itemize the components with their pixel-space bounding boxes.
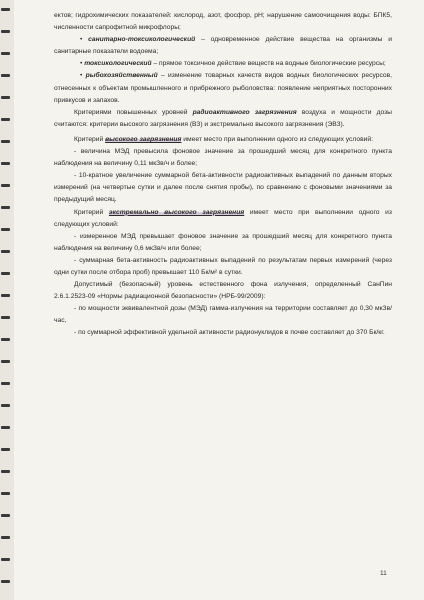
paragraph-condition-2: - 10-кратное увеличение суммарной бета-активности радиоактивных выпадений по данным вторых измерений (на четвертые сутки и далее после снятия пробы), по сравнению с фоновыми значениями за предыдущий месяц. (54, 172, 392, 204)
term-extreme-pollution: экстремально высокого загрязнения (108, 208, 245, 216)
paragraph-text: Критерий (74, 135, 106, 143)
binding-ring (1, 272, 10, 275)
paragraph-condition-3: - измеренное МЭД превышает фоновое значение за прошедший месяц для конкретного пункта наблюдения на величину 0,6 мкЗв/ч или более; (54, 232, 392, 252)
paragraph-text: Критерий (74, 208, 109, 216)
document-body (54, 10, 392, 340)
binding-ring (1, 514, 10, 517)
binding-ring (1, 492, 10, 495)
term-fishery: рыбохозяйственный (85, 72, 158, 80)
paragraph-dose-rate: - по мощности эквивалентной дозы (МЭД) гамма-излучения на территории составляет до 0,30 мкЗв/час, (54, 305, 392, 325)
page-number: 11 (380, 570, 387, 577)
paragraph-soil-activity: - по суммарной эффективной удельной активности радионуклидов в почве составляет до 370 Бк/кг. (74, 329, 385, 337)
binding-ring (1, 580, 10, 583)
binding-strip (0, 0, 14, 600)
binding-ring (1, 470, 10, 473)
binding-ring (1, 206, 10, 209)
binding-ring (1, 558, 10, 561)
term-sanitary-toxicological: санитарно-токсикологический (88, 36, 196, 44)
binding-ring (1, 360, 10, 363)
binding-ring (1, 338, 10, 341)
binding-ring (1, 140, 10, 143)
term-toxicological: токсикологический (84, 60, 152, 68)
binding-ring (1, 294, 10, 297)
binding-ring (1, 316, 10, 319)
binding-ring (1, 118, 10, 121)
term-radioactive-pollution: радиоактивного загрязнения (192, 108, 297, 116)
paragraph-text: имеет место при выполнении одного из следующих условий: (181, 135, 373, 143)
paragraph-text: воздуха и мощности дозы считаются: критерии высокого загрязнения (ВЗ) и экстремально высокого загрязнения (ЭВЗ). (54, 108, 392, 128)
paragraph-text: – прямое токсичное действие веществ на водные биологические ресурсы; (151, 60, 386, 68)
binding-ring (1, 536, 10, 539)
term-high-pollution: высокого загрязнения (105, 135, 182, 143)
paragraph-hydrochemical: ектов; гидрохимических показателей: кислород, азот, фосфор, pH; нарушение самоочищения воды: БПК5, численности сапрофитной микрофлоры; (54, 12, 392, 32)
paragraph-background-level: Допустимый (безопасный) уровень естественного фона излучения, определенный СанПин 2.6.1.2523-09 «Нормы радиационной безопасности» (НРБ-99/2009): (54, 281, 392, 301)
paragraph-text: – одновременное действие вещества на организмы и санитарные показатели водоема; (54, 36, 392, 56)
paragraph-condition-1: - величина МЭД превысила фоновое значение за прошедший месяц для конкретного пункта наблюдения на величину 0,11 мкЗв/ч и более; (54, 148, 392, 168)
binding-ring (1, 30, 10, 33)
binding-ring (1, 162, 10, 165)
binding-ring (1, 404, 10, 407)
binding-ring (1, 8, 10, 11)
paragraph-criteria (54, 107, 392, 131)
paragraph-high-pollution (54, 134, 392, 146)
binding-ring (1, 448, 10, 451)
binding-ring (1, 96, 10, 99)
binding-ring (1, 184, 10, 187)
binding-ring (1, 52, 10, 55)
paragraph-condition-4: - суммарная бета-активность радиоактивных выпадений по результатам первых измерений (через одни сутки после отбора проб) превышает 110 Бк/м² в сутки. (54, 256, 392, 276)
paragraph-sanitary-toxicological: • санитарно-токсикологический – одновременное действие вещества на организмы и санитарные показатели водоема; (54, 36, 392, 56)
paragraph-text: – изменение товарных качеств видов водных биологических ресурсов, отнесенных к объектам промышленного и прибрежного рыболовства: появление неприятных посторонних привкусов и запахов. (54, 72, 392, 104)
paragraph-toxicological: • токсикологический – прямое токсичное действие веществ на водные биологические ресурсы; (80, 60, 386, 68)
paragraph-fishery: • рыбохозяйственный – изменение товарных качеств видов водных биологических ресурсов, отнесенных к объектам промышленного и прибрежного рыболовства: появление неприятных посторонних привкусов и запахов. (54, 72, 392, 104)
binding-ring (1, 426, 10, 429)
binding-ring (1, 382, 10, 385)
binding-ring (1, 228, 10, 231)
binding-ring (1, 250, 10, 253)
paragraph-text: Критериями повышенных уровней (74, 108, 193, 116)
paragraph-text: имеет место при выполнении одного из следующих условий: (54, 208, 392, 228)
paragraph-extreme-pollution (54, 207, 392, 231)
binding-ring (1, 74, 10, 77)
